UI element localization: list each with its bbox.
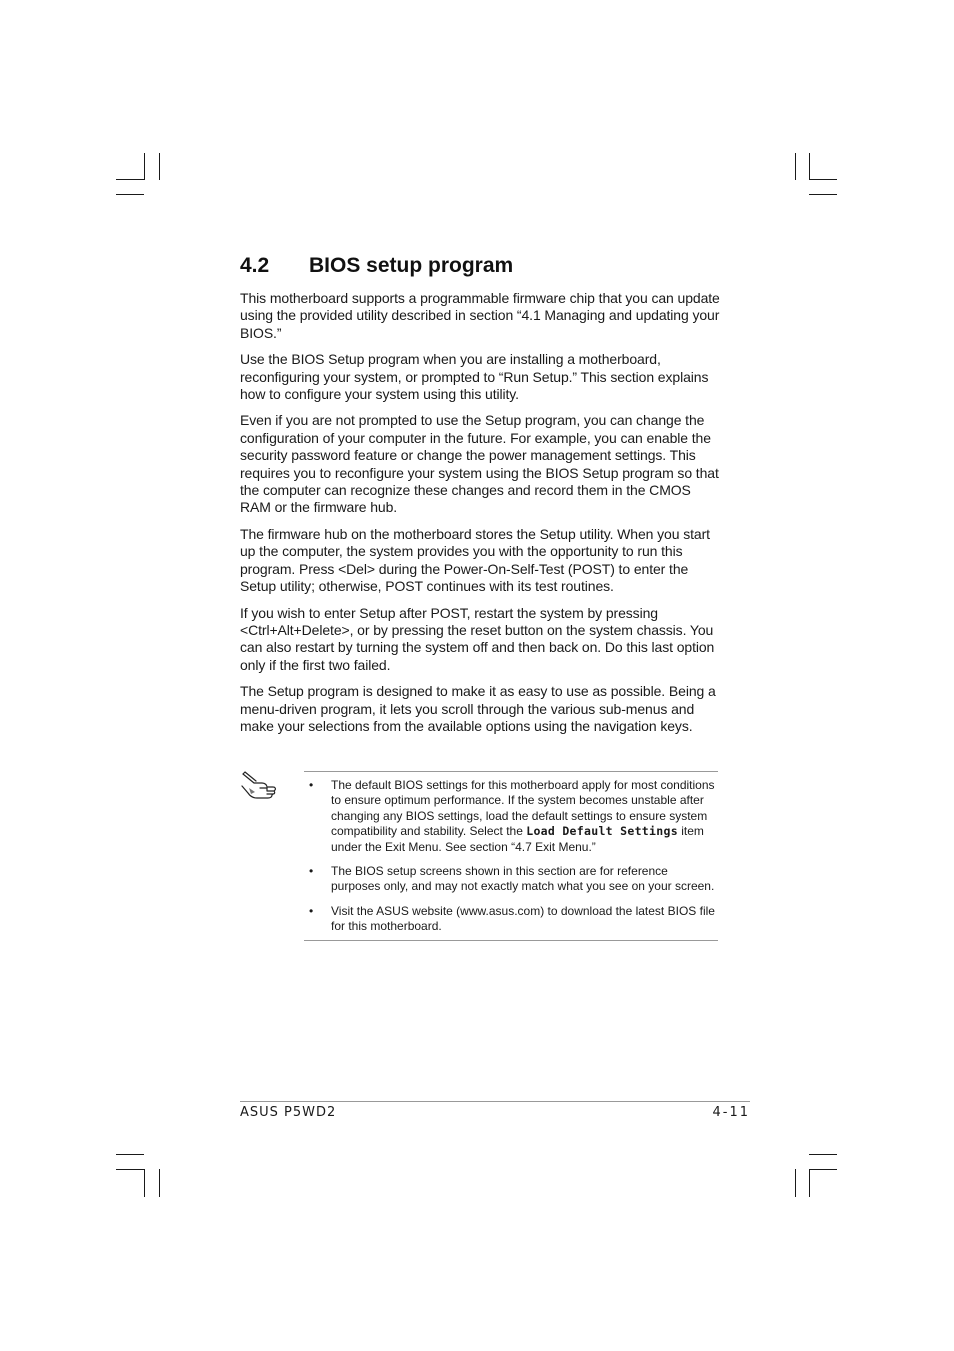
menu-item-reference: Load Default Settings (526, 824, 678, 839)
footer-product-name: ASUS P5WD2 (240, 1105, 337, 1120)
crop-mark (159, 1169, 160, 1197)
paragraph: If you wish to enter Setup after POST, restart the system by pressing <Ctrl+Alt+Delete>, or by pressing the reset button on the system chassis. You can also restart by turning the system off and then back on. Do this last option only if the first two failed. (240, 604, 715, 673)
section-heading (240, 254, 513, 278)
crop-mark (809, 1169, 837, 1170)
paragraph: Even if you are not prompted to use the Setup program, you can change the configuration of your computer in the future. For example, you can enable the security password feature or change the power management settings. This requires you to reconfigure your system using the BIOS Setup program so that the computer can recognize these changes and record them in the CMOS RAM or the firmware hub. (240, 412, 719, 516)
crop-mark (159, 153, 160, 180)
bullet: • (309, 778, 314, 792)
note-item (304, 904, 718, 935)
note-item (304, 864, 718, 895)
pointing-hand-icon (240, 770, 280, 800)
note-list (304, 778, 718, 935)
note-item-text: item under the Exit Menu. See section “4.7 Exit Menu.” (331, 824, 704, 854)
note-item (304, 778, 718, 855)
note-item-text: The default BIOS settings for this motherboard apply for most conditions to ensure optimum performance. If the system becomes unstable after changing any BIOS settings, load the default settings to ensure system compatibility and stability. Select the (331, 778, 715, 839)
paragraph: This motherboard supports a programmable firmware chip that you can update using the provided utility described in section “4.1 Managing and updating your BIOS.” (240, 290, 720, 341)
paragraph: Use the BIOS Setup program when you are installing a motherboard, reconfiguring your system, or prompted to “Run Setup.” This section explains how to configure your system using this utility. (240, 351, 709, 403)
note-item-text: Visit the ASUS website (www.asus.com) to download the latest BIOS file for this motherboard. (331, 903, 715, 934)
crop-mark (809, 1169, 810, 1197)
crop-mark (144, 153, 145, 180)
crop-mark (116, 1169, 144, 1170)
crop-mark (144, 1169, 145, 1197)
note-item-text: The BIOS setup screens shown in this section are for reference purposes only, and may not exactly match what you see on your screen. (331, 864, 715, 894)
crop-mark (809, 194, 837, 195)
paragraph: The Setup program is designed to make it as easy to use as possible. Being a menu-driven program, it lets you scroll through the various sub-menus and make your selections from the available options using the navigation keys. (240, 683, 716, 734)
footer-rule (240, 1101, 750, 1102)
crop-mark (809, 1154, 837, 1155)
page-number: 4-11 (712, 1105, 750, 1120)
crop-mark (116, 179, 144, 180)
bullet: • (309, 903, 314, 918)
crop-mark (809, 179, 837, 180)
crop-mark (795, 153, 796, 180)
bullet: • (309, 864, 314, 879)
note-box (304, 771, 718, 941)
crop-mark (116, 1154, 144, 1155)
paragraph: The firmware hub on the motherboard stores the Setup utility. When you start up the computer, the system provides you with the opportunity to run this program. Press <Del> during the Power-On-Self-Test (POST) to enter the Setup utility; otherwise, POST continues with its test routines. (240, 525, 710, 595)
section-number: 4.2 (240, 254, 270, 277)
body-text (240, 290, 720, 744)
crop-mark (795, 1169, 796, 1197)
crop-mark (809, 153, 810, 180)
section-title: BIOS setup program (309, 254, 514, 277)
crop-mark (116, 194, 144, 195)
